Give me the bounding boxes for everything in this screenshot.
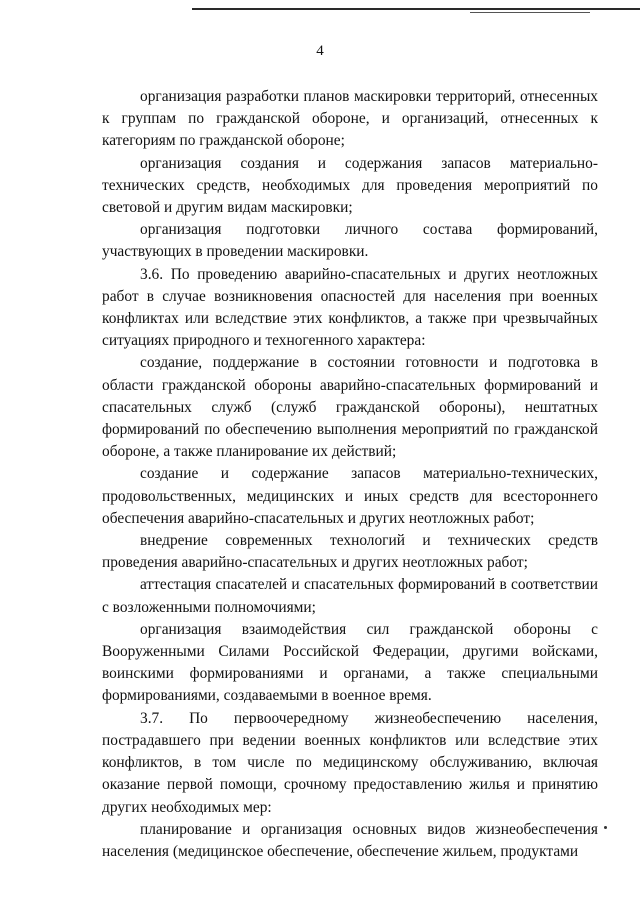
paragraph-rescue-technologies: внедрение современных технологий и технических средств проведения аварийно-спасательных и других неотложных работ; <box>102 532 598 572</box>
paragraph-rescuer-attestation: аттестация спасателей и спасательных формирований в соответствии с возложенными полномочиями; <box>102 576 598 616</box>
paragraph-masking-plans: организация разработки планов маскировки территорий, отнесенных к группам по гражданской обороне, и организаций, отнесенных к категориям по гражданской обороне; <box>102 88 598 150</box>
paragraph-section-3-7: 3.7. По первоочередному жизнеобеспечению населения, пострадавшего при ведении военных конфликтов или вследствие этих конфликтов, в том числе по медицинскому обслуживанию, включая оказание первой помощи, срочному предоставлению жилья и принятию других необходимых мер: <box>102 709 598 816</box>
paragraph-section-3-6: 3.6. По проведению аварийно-спасательных и других неотложных работ в случае возникновения опасностей для населения при военных конфликтах или вследствие этих конфликтов, а также при чрезвычайных ситуациях природного и техногенного характера: <box>102 265 598 350</box>
paragraph-forces-interaction: организация взаимодействия сил гражданской обороны с Вооруженными Силами Российской Федерации, другими войсками, воинскими формированиями и органами, а также специальными формированиями, создаваемыми в военное время. <box>102 620 598 705</box>
paragraph-masking-stocks: организация создания и содержания запасов материально-технических средств, необходимых для проведения мероприятий по световой и другим видам маскировки; <box>102 154 598 217</box>
scan-artifact-dot <box>604 826 607 829</box>
page-number: 4 <box>316 43 324 59</box>
paragraph-rescue-formations: создание, поддержание в состоянии готовности и подготовка в области гражданской обороны аварийно-спасательных формирований и спасательных служб (служб гражданской обороны), нештатных формирований по обеспечению выполнения мероприятий по гражданской обороне, а также планирование их действий; <box>102 354 598 461</box>
top-border-line-secondary <box>470 12 590 13</box>
paragraph-rescue-stocks: создание и содержание запасов материально-технических, продовольственных, медицинских и иных средств для всестороннего обеспечения аварийно-спасательных и других неотложных работ; <box>102 465 598 527</box>
document-body <box>102 86 598 863</box>
paragraph-masking-training: организация подготовки личного состава формирований, участвующих в проведении маскировки. <box>102 221 598 261</box>
top-border-line <box>192 8 640 10</box>
paragraph-life-support-planning: планирование и организация основных видов жизнеобеспечения населения (медицинское обеспечение, обеспечение жильем, продуктами <box>102 820 598 860</box>
